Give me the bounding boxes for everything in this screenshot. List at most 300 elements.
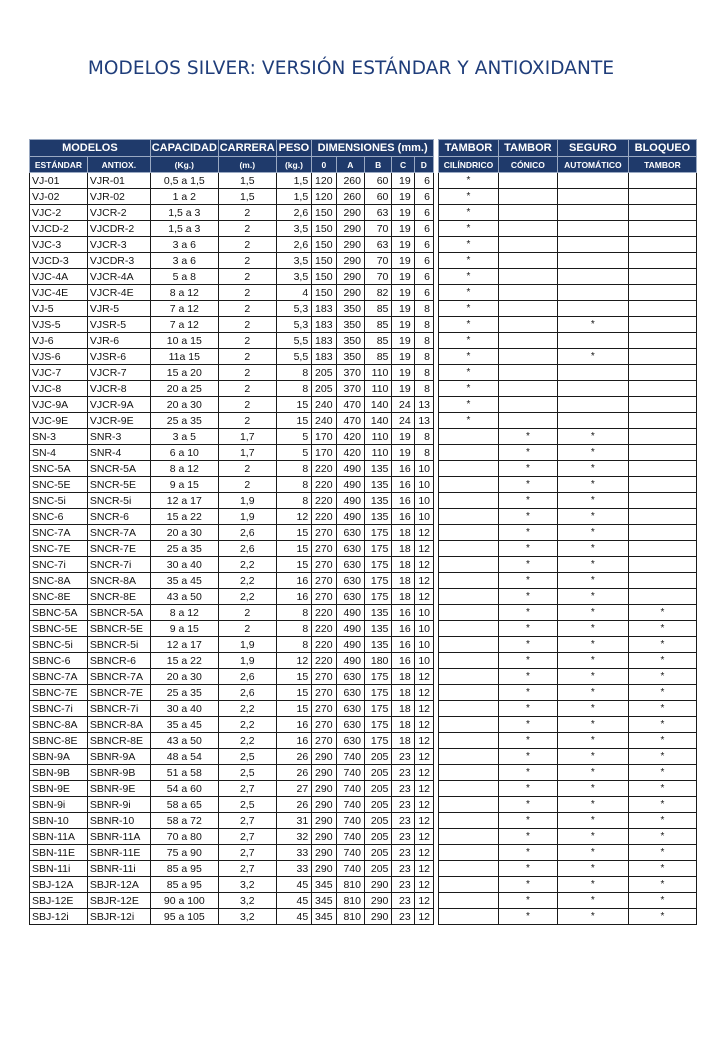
cell-dim-a: 420 [336, 429, 364, 445]
cell-bloqueo-tambor [628, 189, 696, 205]
cell-capacidad: 43 a 50 [150, 733, 218, 749]
table-row [30, 253, 697, 269]
cell-estandar: SBNC-7i [30, 701, 88, 717]
cell-carrera: 2,6 [218, 541, 276, 557]
cell-antiox: VJCR-2 [87, 205, 150, 221]
table-row [30, 237, 697, 253]
cell-dim-c: 18 [392, 717, 414, 733]
cell-seguro-automatico: * [557, 429, 628, 445]
cell-peso: 5,5 [276, 349, 312, 365]
table-row [30, 733, 697, 749]
cell-estandar: SBJ-12i [30, 909, 88, 925]
table-row [30, 493, 697, 509]
cell-tambor-cilindrico [439, 477, 499, 493]
cell-bloqueo-tambor: * [628, 733, 696, 749]
cell-estandar: SBN-9E [30, 781, 88, 797]
cell-seguro-automatico: * [557, 909, 628, 925]
cell-bloqueo-tambor: * [628, 653, 696, 669]
col-subheader-conico: CÓNICO [498, 157, 557, 173]
cell-tambor-conico: * [498, 461, 557, 477]
cell-dim-b: 135 [364, 509, 391, 525]
cell-antiox: SBNCR-6 [87, 653, 150, 669]
cell-dim-0: 170 [312, 429, 336, 445]
cell-dim-d: 12 [414, 845, 433, 861]
cell-bloqueo-tambor: * [628, 861, 696, 877]
table-row [30, 717, 697, 733]
cell-dim-c: 23 [392, 877, 414, 893]
cell-dim-a: 350 [336, 333, 364, 349]
cell-peso: 8 [276, 637, 312, 653]
cell-antiox: VJCR-9A [87, 397, 150, 413]
cell-carrera: 2 [218, 621, 276, 637]
cell-bloqueo-tambor [628, 237, 696, 253]
cell-capacidad: 20 a 30 [150, 669, 218, 685]
table-row [30, 365, 697, 381]
cell-capacidad: 30 a 40 [150, 701, 218, 717]
cell-tambor-conico [498, 237, 557, 253]
cell-dim-0: 183 [312, 317, 336, 333]
cell-dim-d: 8 [414, 301, 433, 317]
cell-dim-c: 19 [392, 381, 414, 397]
cell-seguro-automatico [557, 189, 628, 205]
cell-dim-d: 12 [414, 749, 433, 765]
cell-dim-d: 12 [414, 717, 433, 733]
cell-dim-b: 60 [364, 189, 391, 205]
cell-estandar: VJC-4E [30, 285, 88, 301]
cell-peso: 1,5 [276, 173, 312, 189]
cell-dim-d: 6 [414, 173, 433, 189]
cell-antiox: SBNCR-5i [87, 637, 150, 653]
cell-dim-0: 240 [312, 397, 336, 413]
cell-antiox: SBJR-12i [87, 909, 150, 925]
cell-tambor-conico [498, 269, 557, 285]
cell-dim-b: 110 [364, 365, 391, 381]
table-row [30, 333, 697, 349]
cell-carrera: 2 [218, 269, 276, 285]
cell-seguro-automatico [557, 333, 628, 349]
cell-estandar: SBN-10 [30, 813, 88, 829]
cell-estandar: SNC-7A [30, 525, 88, 541]
col-subheader-dim-a: A [336, 157, 364, 173]
cell-carrera: 2,7 [218, 845, 276, 861]
cell-tambor-cilindrico [439, 685, 499, 701]
cell-dim-b: 70 [364, 253, 391, 269]
cell-antiox: SBNCR-7i [87, 701, 150, 717]
cell-dim-d: 8 [414, 445, 433, 461]
cell-dim-c: 16 [392, 621, 414, 637]
cell-tambor-conico: * [498, 429, 557, 445]
cell-tambor-conico: * [498, 445, 557, 461]
cell-antiox: VJCDR-2 [87, 221, 150, 237]
cell-peso: 5 [276, 429, 312, 445]
cell-bloqueo-tambor: * [628, 781, 696, 797]
cell-dim-a: 290 [336, 269, 364, 285]
cell-dim-0: 205 [312, 381, 336, 397]
cell-dim-0: 150 [312, 205, 336, 221]
cell-dim-a: 290 [336, 237, 364, 253]
cell-seguro-automatico [557, 173, 628, 189]
col-subheader-dim-d: D [414, 157, 433, 173]
cell-dim-a: 490 [336, 493, 364, 509]
cell-capacidad: 7 a 12 [150, 317, 218, 333]
table-row [30, 221, 697, 237]
cell-dim-a: 490 [336, 605, 364, 621]
cell-bloqueo-tambor: * [628, 829, 696, 845]
cell-dim-b: 175 [364, 589, 391, 605]
cell-dim-0: 270 [312, 733, 336, 749]
cell-carrera: 2,2 [218, 733, 276, 749]
cell-capacidad: 3 a 6 [150, 253, 218, 269]
cell-capacidad: 58 a 65 [150, 797, 218, 813]
cell-dim-a: 490 [336, 477, 364, 493]
cell-tambor-conico: * [498, 477, 557, 493]
cell-antiox: VJSR-6 [87, 349, 150, 365]
cell-estandar: VJCD-2 [30, 221, 88, 237]
cell-dim-b: 135 [364, 493, 391, 509]
header-row-2 [30, 157, 697, 173]
cell-peso: 2,6 [276, 205, 312, 221]
cell-dim-a: 470 [336, 397, 364, 413]
cell-tambor-cilindrico: * [439, 221, 499, 237]
cell-capacidad: 20 a 30 [150, 525, 218, 541]
cell-seguro-automatico: * [557, 637, 628, 653]
table-row [30, 701, 697, 717]
cell-carrera: 2 [218, 237, 276, 253]
cell-seguro-automatico: * [557, 829, 628, 845]
cell-estandar: SBN-9i [30, 797, 88, 813]
cell-tambor-conico: * [498, 765, 557, 781]
cell-antiox: SNR-4 [87, 445, 150, 461]
cell-bloqueo-tambor [628, 397, 696, 413]
cell-carrera: 3,2 [218, 909, 276, 925]
cell-tambor-conico [498, 333, 557, 349]
cell-dim-c: 19 [392, 173, 414, 189]
cell-tambor-cilindrico: * [439, 285, 499, 301]
cell-capacidad: 90 a 100 [150, 893, 218, 909]
table-row [30, 301, 697, 317]
cell-carrera: 1,5 [218, 173, 276, 189]
col-subheader-dim-0: 0 [312, 157, 336, 173]
cell-peso: 15 [276, 413, 312, 429]
cell-bloqueo-tambor: * [628, 797, 696, 813]
cell-tambor-conico: * [498, 813, 557, 829]
cell-dim-0: 270 [312, 557, 336, 573]
cell-seguro-automatico [557, 413, 628, 429]
cell-bloqueo-tambor: * [628, 813, 696, 829]
cell-dim-a: 420 [336, 445, 364, 461]
cell-dim-a: 470 [336, 413, 364, 429]
cell-dim-d: 6 [414, 285, 433, 301]
cell-estandar: VJC-9E [30, 413, 88, 429]
cell-dim-a: 630 [336, 717, 364, 733]
cell-carrera: 2 [218, 285, 276, 301]
cell-dim-b: 63 [364, 205, 391, 221]
cell-dim-b: 205 [364, 749, 391, 765]
cell-carrera: 2 [218, 253, 276, 269]
cell-carrera: 1,9 [218, 653, 276, 669]
cell-tambor-cilindrico: * [439, 237, 499, 253]
cell-dim-c: 19 [392, 285, 414, 301]
cell-estandar: VJC-9A [30, 397, 88, 413]
cell-dim-c: 18 [392, 701, 414, 717]
table-row [30, 637, 697, 653]
cell-estandar: VJC-8 [30, 381, 88, 397]
cell-dim-0: 183 [312, 333, 336, 349]
cell-dim-d: 12 [414, 557, 433, 573]
table-row [30, 285, 697, 301]
cell-dim-d: 12 [414, 733, 433, 749]
cell-capacidad: 51 a 58 [150, 765, 218, 781]
cell-tambor-cilindrico [439, 525, 499, 541]
cell-estandar: SBNC-8A [30, 717, 88, 733]
cell-tambor-conico [498, 365, 557, 381]
cell-capacidad: 25 a 35 [150, 685, 218, 701]
cell-capacidad: 48 a 54 [150, 749, 218, 765]
cell-tambor-conico: * [498, 589, 557, 605]
cell-capacidad: 3 a 5 [150, 429, 218, 445]
cell-tambor-cilindrico [439, 605, 499, 621]
cell-dim-d: 12 [414, 781, 433, 797]
cell-seguro-automatico: * [557, 477, 628, 493]
cell-antiox: SBNCR-8A [87, 717, 150, 733]
cell-antiox: SNCR-8A [87, 573, 150, 589]
cell-tambor-cilindrico [439, 877, 499, 893]
col-header-carrera: CARRERA [218, 140, 276, 157]
cell-seguro-automatico: * [557, 605, 628, 621]
cell-tambor-cilindrico [439, 493, 499, 509]
cell-peso: 27 [276, 781, 312, 797]
cell-carrera: 2,2 [218, 717, 276, 733]
cell-dim-c: 18 [392, 525, 414, 541]
cell-dim-c: 18 [392, 669, 414, 685]
cell-dim-d: 8 [414, 333, 433, 349]
cell-tambor-cilindrico [439, 765, 499, 781]
cell-dim-b: 82 [364, 285, 391, 301]
cell-dim-a: 350 [336, 301, 364, 317]
cell-seguro-automatico: * [557, 877, 628, 893]
cell-dim-b: 70 [364, 221, 391, 237]
cell-carrera: 2 [218, 221, 276, 237]
cell-dim-d: 12 [414, 541, 433, 557]
cell-antiox: VJCR-9E [87, 413, 150, 429]
cell-estandar: VJ-5 [30, 301, 88, 317]
cell-peso: 15 [276, 397, 312, 413]
cell-dim-0: 183 [312, 301, 336, 317]
cell-peso: 31 [276, 813, 312, 829]
cell-capacidad: 35 a 45 [150, 573, 218, 589]
cell-dim-0: 240 [312, 413, 336, 429]
cell-peso: 45 [276, 893, 312, 909]
cell-dim-0: 290 [312, 749, 336, 765]
cell-dim-a: 740 [336, 749, 364, 765]
cell-estandar: SBN-9A [30, 749, 88, 765]
cell-dim-d: 13 [414, 413, 433, 429]
cell-capacidad: 1 a 2 [150, 189, 218, 205]
table-row [30, 541, 697, 557]
cell-dim-c: 19 [392, 317, 414, 333]
cell-tambor-cilindrico [439, 829, 499, 845]
col-subheader-peso-unit: (kg.) [276, 157, 312, 173]
cell-dim-0: 270 [312, 669, 336, 685]
cell-peso: 3,5 [276, 269, 312, 285]
cell-estandar: SNC-5i [30, 493, 88, 509]
cell-estandar: SBNC-5i [30, 637, 88, 653]
cell-tambor-cilindrico [439, 701, 499, 717]
cell-dim-b: 140 [364, 413, 391, 429]
cell-carrera: 2,5 [218, 765, 276, 781]
col-header-capacidad: CAPACIDAD [150, 140, 218, 157]
cell-antiox: SBNR-11A [87, 829, 150, 845]
cell-seguro-automatico: * [557, 845, 628, 861]
cell-capacidad: 43 a 50 [150, 589, 218, 605]
cell-antiox: SBNCR-5A [87, 605, 150, 621]
cell-tambor-cilindrico: * [439, 253, 499, 269]
cell-seguro-automatico: * [557, 573, 628, 589]
cell-tambor-cilindrico: * [439, 317, 499, 333]
cell-antiox: SBJR-12A [87, 877, 150, 893]
cell-dim-d: 10 [414, 461, 433, 477]
cell-seguro-automatico: * [557, 781, 628, 797]
cell-bloqueo-tambor [628, 381, 696, 397]
cell-estandar: VJC-4A [30, 269, 88, 285]
col-header-seguro: SEGURO [557, 140, 628, 157]
cell-dim-c: 18 [392, 589, 414, 605]
cell-seguro-automatico [557, 397, 628, 413]
cell-tambor-conico: * [498, 541, 557, 557]
cell-dim-c: 19 [392, 221, 414, 237]
cell-seguro-automatico [557, 221, 628, 237]
cell-tambor-cilindrico [439, 797, 499, 813]
cell-seguro-automatico: * [557, 349, 628, 365]
cell-dim-a: 740 [336, 765, 364, 781]
cell-dim-a: 370 [336, 381, 364, 397]
table-row [30, 685, 697, 701]
cell-tambor-conico: * [498, 797, 557, 813]
cell-dim-c: 23 [392, 893, 414, 909]
cell-seguro-automatico: * [557, 717, 628, 733]
cell-capacidad: 10 a 15 [150, 333, 218, 349]
cell-dim-d: 10 [414, 637, 433, 653]
cell-dim-a: 630 [336, 685, 364, 701]
cell-antiox: SNR-3 [87, 429, 150, 445]
table-row [30, 749, 697, 765]
cell-carrera: 2,7 [218, 813, 276, 829]
cell-dim-c: 16 [392, 605, 414, 621]
cell-dim-c: 16 [392, 653, 414, 669]
cell-bloqueo-tambor: * [628, 621, 696, 637]
cell-antiox: VJCR-3 [87, 237, 150, 253]
cell-seguro-automatico: * [557, 557, 628, 573]
cell-antiox: VJR-5 [87, 301, 150, 317]
col-header-bloqueo: BLOQUEO [628, 140, 696, 157]
cell-antiox: SNCR-5A [87, 461, 150, 477]
cell-tambor-cilindrico: * [439, 365, 499, 381]
cell-tambor-conico: * [498, 861, 557, 877]
cell-antiox: SBNR-9E [87, 781, 150, 797]
cell-dim-b: 135 [364, 621, 391, 637]
table-row [30, 445, 697, 461]
cell-dim-a: 290 [336, 205, 364, 221]
cell-carrera: 1,9 [218, 509, 276, 525]
cell-estandar: SBN-9B [30, 765, 88, 781]
cell-peso: 3,5 [276, 253, 312, 269]
cell-tambor-conico: * [498, 653, 557, 669]
cell-dim-a: 490 [336, 653, 364, 669]
cell-dim-0: 290 [312, 797, 336, 813]
cell-capacidad: 3 a 6 [150, 237, 218, 253]
cell-carrera: 2,5 [218, 797, 276, 813]
cell-carrera: 3,2 [218, 877, 276, 893]
cell-carrera: 1,5 [218, 189, 276, 205]
cell-dim-a: 810 [336, 909, 364, 925]
cell-peso: 16 [276, 589, 312, 605]
cell-dim-c: 19 [392, 269, 414, 285]
cell-dim-d: 6 [414, 253, 433, 269]
cell-dim-a: 740 [336, 829, 364, 845]
table-row [30, 557, 697, 573]
cell-dim-a: 630 [336, 541, 364, 557]
cell-dim-0: 220 [312, 637, 336, 653]
cell-dim-0: 270 [312, 589, 336, 605]
cell-dim-d: 12 [414, 669, 433, 685]
cell-dim-0: 270 [312, 525, 336, 541]
cell-dim-c: 23 [392, 909, 414, 925]
cell-tambor-conico [498, 189, 557, 205]
cell-tambor-cilindrico [439, 557, 499, 573]
cell-peso: 8 [276, 461, 312, 477]
cell-dim-d: 10 [414, 653, 433, 669]
cell-estandar: VJ-01 [30, 173, 88, 189]
cell-dim-0: 270 [312, 541, 336, 557]
cell-estandar: VJ-6 [30, 333, 88, 349]
cell-dim-d: 10 [414, 605, 433, 621]
cell-dim-c: 23 [392, 797, 414, 813]
cell-dim-d: 8 [414, 429, 433, 445]
cell-capacidad: 85 a 95 [150, 877, 218, 893]
cell-tambor-cilindrico [439, 541, 499, 557]
cell-dim-c: 24 [392, 413, 414, 429]
cell-dim-c: 23 [392, 813, 414, 829]
cell-estandar: SN-3 [30, 429, 88, 445]
cell-peso: 2,6 [276, 237, 312, 253]
cell-carrera: 2,7 [218, 829, 276, 845]
cell-dim-b: 205 [364, 797, 391, 813]
cell-dim-a: 740 [336, 781, 364, 797]
cell-seguro-automatico: * [557, 701, 628, 717]
cell-seguro-automatico: * [557, 445, 628, 461]
cell-capacidad: 20 a 30 [150, 397, 218, 413]
cell-dim-a: 260 [336, 173, 364, 189]
cell-dim-c: 23 [392, 749, 414, 765]
cell-dim-c: 18 [392, 573, 414, 589]
cell-dim-c: 18 [392, 733, 414, 749]
cell-dim-b: 175 [364, 669, 391, 685]
col-header-modelos: MODELOS [30, 140, 151, 157]
cell-tambor-cilindrico [439, 637, 499, 653]
cell-peso: 15 [276, 525, 312, 541]
cell-dim-c: 19 [392, 189, 414, 205]
cell-dim-d: 13 [414, 397, 433, 413]
table-row [30, 205, 697, 221]
table-row [30, 525, 697, 541]
cell-dim-b: 205 [364, 861, 391, 877]
cell-estandar: VJC-2 [30, 205, 88, 221]
cell-dim-a: 490 [336, 621, 364, 637]
table-row [30, 653, 697, 669]
cell-capacidad: 70 a 80 [150, 829, 218, 845]
cell-tambor-cilindrico: * [439, 173, 499, 189]
cell-tambor-cilindrico: * [439, 205, 499, 221]
